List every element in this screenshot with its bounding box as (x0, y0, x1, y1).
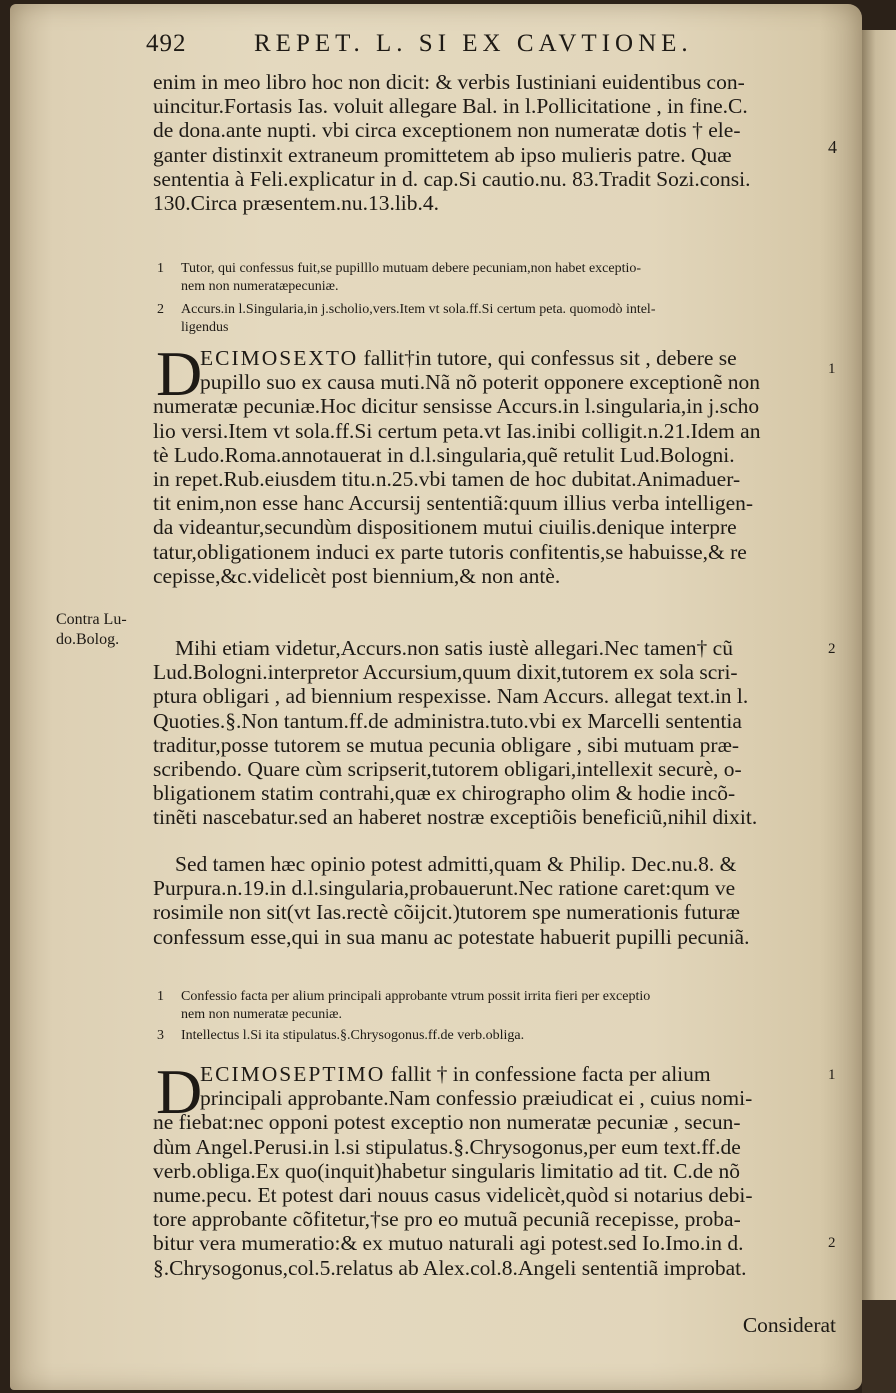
text-line: lio versi.Item vt sola.ff.Si certum peta.vt Ias.inibi colligit.n.21.Idem an (153, 418, 761, 443)
text-line: bitur vera mumeratio:& ex mutuo naturali agi potest.sed Io.Imo.in d. (153, 1231, 744, 1256)
text-line: §.Chrysogonus,col.5.relatus ab Alex.col.8.Angeli sententiã improbat. (153, 1255, 747, 1280)
text-line: ganter distinxit extraneum promittetem ab ipso mulieris patre. Quæ (153, 142, 732, 167)
summary-number: 1 (157, 989, 164, 1004)
summary-number: 1 (157, 261, 164, 276)
summary-item (153, 260, 823, 295)
section-16-body (153, 394, 823, 588)
section-heading-line (200, 1062, 820, 1110)
margin-number: 2 (828, 1235, 836, 1251)
margin-number: 4 (828, 137, 837, 157)
initial-letter: D (156, 1056, 203, 1127)
section-heading-line (200, 346, 820, 394)
text-line: 130.Circa præsentem.nu.13.lib.4. (153, 190, 440, 215)
marginal-note-line: do.Bolog. (56, 631, 120, 648)
text-line: traditur,posse tutorem se mutua pecunia obligare , sibi mutuam præ- (153, 732, 740, 757)
initial-letter: D (156, 338, 203, 409)
text-fragment: fallit † in confessione facta per alium (385, 1062, 711, 1086)
summary-line: nem non numeratæ pecuniæ. (181, 1006, 342, 1022)
text-line: scribendo. Quare cùm scripserit,tutorem obligari,intellexit securè, o- (153, 756, 742, 781)
catchword: Considerat (742, 1313, 836, 1337)
margin-number: 2 (828, 641, 836, 657)
text-line: verb.obliga.Ex quo(inquit)habetur singularis limitatio ad tit. C.de nõ (153, 1158, 740, 1183)
text-line: tatur,obligationem induci ex parte tutoris confitentis,se habuisse,& re (153, 539, 747, 564)
text-line: principali approbante.Nam confessio præiudicat ei , cuius nomi- (200, 1086, 753, 1111)
text-line: sententia à Feli.explicatur in d. cap.Si cautio.nu. 83.Tradit Sozi.consi. (153, 166, 751, 191)
text-line: de dona.ante nupti. vbi circa exceptionem non numeratæ dotis † ele- (153, 118, 741, 143)
facing-page-edge (862, 30, 896, 1390)
text-fragment: fallit†in tutore, qui confessus sit , debere se (358, 346, 737, 370)
margin-number: 1 (828, 1067, 836, 1083)
summary-number: 3 (157, 1028, 164, 1043)
marginal-note (56, 610, 156, 650)
summary-block (153, 260, 823, 336)
summary-line: Accurs.in l.Singularia,in j.scholio,vers.Item vt sola.ff.Si certum peta. quomodò intel- (181, 302, 656, 317)
text-line: Lud.Bologni.interpretor Accursium,quum dixit,tutorem ex sola scri- (153, 660, 738, 685)
text-line: ne fiebat:nec opponi potest exceptio non numeratæ pecuniæ , secun- (153, 1110, 741, 1135)
text-line: ptura obligari , ad biennium respexisse. Nam Accurs. allegat text.in l. (153, 684, 749, 709)
text-line: uincitur.Fortasis Ias. voluit allegare Bal. in l.Pollicitatione , in fine.C. (153, 94, 748, 119)
summary-block (153, 988, 823, 1045)
section-16-paragraph-3 (153, 852, 823, 949)
text-line: enim in meo libro hoc non dicit: & verbis Iustiniani euidentibus con- (153, 70, 745, 94)
summary-line: Tutor, qui confessus fuit,se pupilllo mutuam debere pecuniam,non habet exceptio- (181, 261, 642, 276)
summary-line: Intellectus l.Si ita stipulatus.§.Chrysogonus.ff.de verb.obliga. (181, 1028, 525, 1043)
text-line: Quoties.§.Non tantum.ff.de administra.tuto.vbi ex Marcelli sententia (153, 708, 742, 733)
text-line: tinẽti nascebatur.sed an haberet nostræ exceptiõis beneficiũ,nihil dixit. (153, 805, 758, 830)
page-header (146, 30, 846, 70)
text-line: cepisse,&c.videlicèt post biennium,& non antè. (153, 563, 561, 588)
text-line (200, 1062, 820, 1086)
text-line: tore approbante cõfitetur,†se pro eo mutuã pecuniã recepisse, proba- (153, 1207, 741, 1232)
page-number: 492 (146, 30, 187, 57)
text-line: tit enim,non esse hanc Accursij sententiã:quum illius verba intelligen- (153, 491, 754, 516)
margin-number: 1 (828, 361, 836, 377)
text-line: bligationem statim contrahi,quæ ex chirographo olim & hodie incõ- (153, 781, 736, 806)
text-line: nume.pecu. Et potest dari nouus casus videlicèt,quòd si notarius debi- (153, 1182, 753, 1207)
text-line: Mihi etiam videtur,Accurs.non satis iustè allegari.Nec tamen† cũ (175, 636, 733, 660)
summary-number: 2 (157, 302, 164, 317)
text-line: pupillo suo ex causa muti.Nã nõ poterit opponere exceptionẽ non (200, 370, 761, 395)
opening-word: ECIMOSEPTIMO (200, 1062, 386, 1086)
text-line (200, 346, 820, 370)
text-line: numeratæ pecuniæ.Hoc dicitur sensisse Accurs.in l.singularia,in j.scho (153, 394, 760, 419)
section-16-paragraph-2 (153, 636, 823, 830)
summary-item (153, 301, 823, 336)
summary-item (153, 1027, 823, 1045)
text-line: Sed tamen hæc opinio potest admitti,quam & Philip. Dec.nu.8. & (175, 852, 737, 876)
text-line: tè Ludo.Roma.annotauerat in d.l.singularia,quẽ retulit Lud.Bologni. (153, 442, 735, 467)
summary-line: Confessio facta per alium principali approbante vtrum possit irrita fieri per exceptio (181, 989, 651, 1004)
marginal-note-line: Contra Lu- (56, 611, 127, 628)
summary-line: nem non numeratæpecuniæ. (181, 278, 339, 294)
text-line: confessum esse,qui in sua manu ac potestate habuerit pupilli pecuniã. (153, 924, 750, 949)
text-line: da videantur,secundùm dispositionem mutui ciuilis.denique interpre (153, 515, 737, 540)
text-line: rosimile non sit(vt Ias.rectè cõijcit.)tutorem spe numerationis futuræ (153, 900, 740, 925)
running-title: REPET. L. SI EX CAVTIONE. (254, 30, 693, 57)
summary-line: ligendus (181, 319, 229, 335)
opening-paragraph (153, 70, 823, 215)
text-line: Purpura.n.19.in d.l.singularia,probauerunt.Nec ratione caret:qum ve (153, 876, 736, 901)
facing-page-shadow (862, 1300, 896, 1393)
opening-word: ECIMOSEXTO (200, 346, 359, 370)
section-17-body (153, 1110, 823, 1279)
text-line: in repet.Rub.eiusdem titu.n.25.vbi tamen de hoc dubitat.Animaduer- (153, 466, 741, 491)
text-line: dùm Angel.Perusi.in l.si stipulatus.§.Chrysogonus,per eum text.ff.de (153, 1134, 741, 1159)
summary-item (153, 988, 823, 1023)
